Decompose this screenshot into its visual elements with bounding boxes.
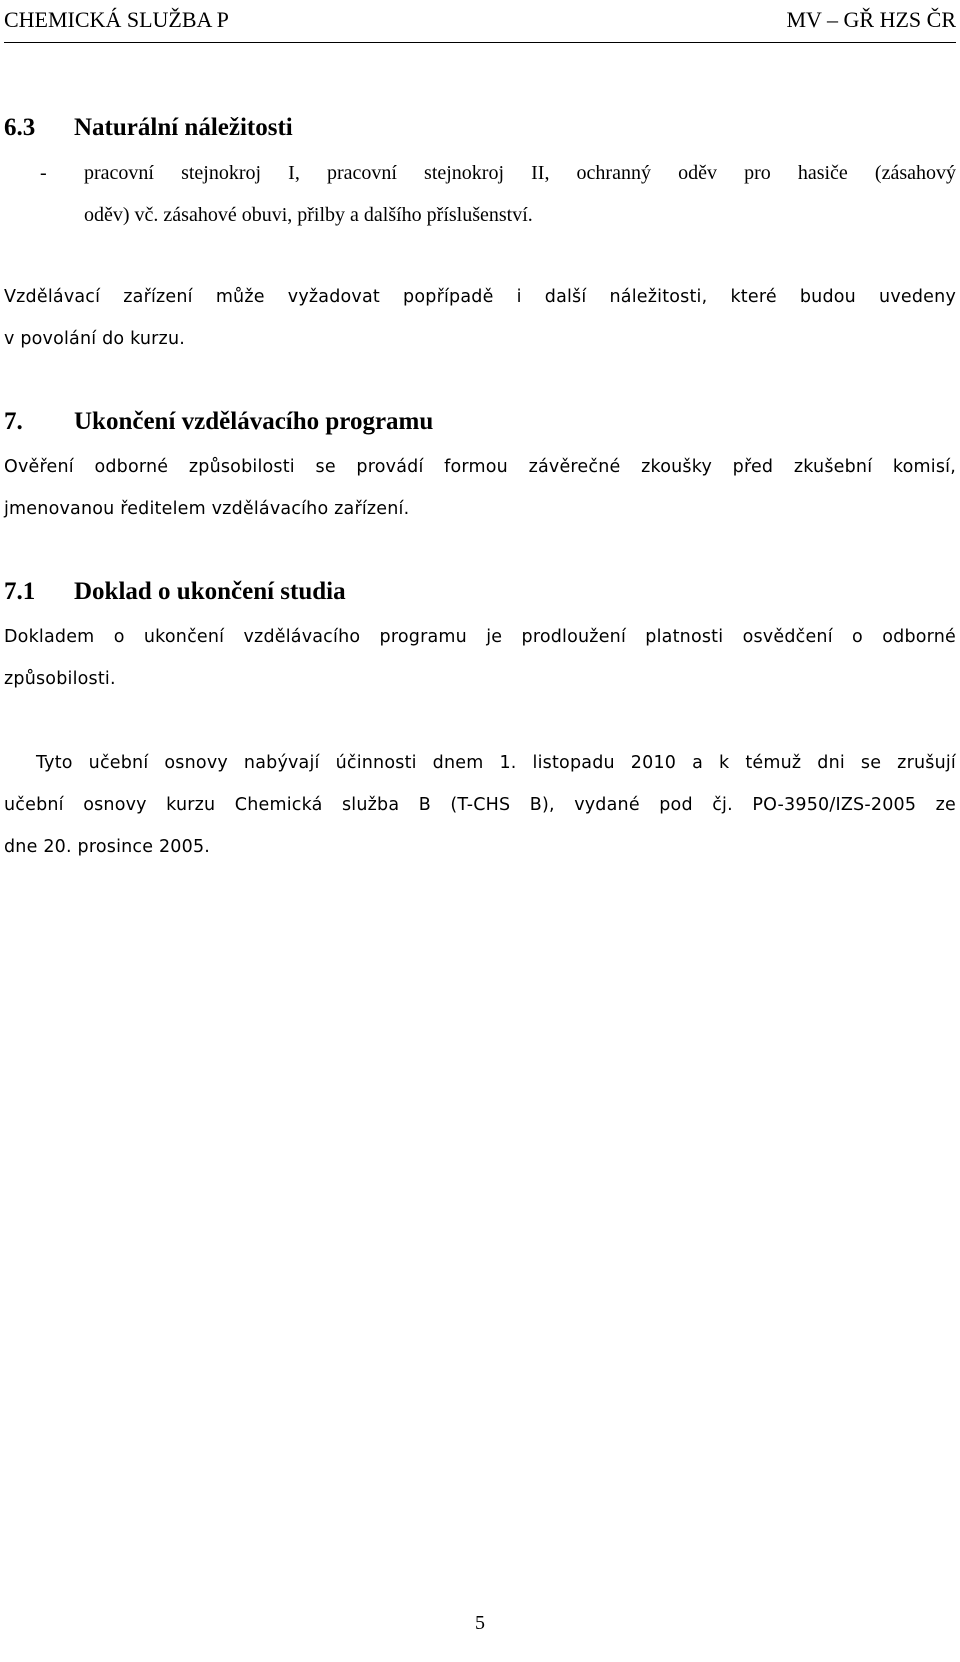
heading-title: Doklad o ukončení studia (74, 578, 346, 605)
heading-7 (4, 404, 433, 440)
heading-6-3 (4, 110, 293, 146)
paragraph-line: způsobilosti. (4, 669, 116, 689)
header-right-title: MV – GŘ HZS ČR (786, 7, 956, 32)
header-divider (4, 42, 956, 43)
heading-number: 7.1 (4, 578, 36, 605)
heading-title: Naturální náležitosti (74, 114, 293, 141)
paragraph-line: dne 20. prosince 2005. (4, 837, 211, 857)
heading-7-1 (4, 574, 346, 610)
running-header (4, 4, 956, 36)
paragraph (4, 276, 956, 360)
paragraph (4, 446, 956, 530)
paragraph-line: učební osnovy kurzu Chemická služba B (T-CHS B), vydané pod čj. PO-3950/IZS-2005 ze (4, 795, 956, 815)
header-left-title: CHEMICKÁ SLUŽBA P (4, 7, 229, 32)
list-item-text-line: oděv) vč. zásahové obuvi, přilby a dalšího příslušenství. (84, 204, 533, 226)
heading-title: Ukončení vzdělávacího programu (74, 408, 434, 435)
paragraph (4, 616, 956, 700)
heading-number: 6.3 (4, 114, 36, 141)
paragraph-line: jmenovanou ředitelem vzdělávacího zařízení. (4, 499, 410, 519)
list-dash: - (40, 162, 47, 184)
heading-number: 7. (4, 408, 23, 435)
paragraph-line: Vzdělávací zařízení může vyžadovat popřípadě i další náležitosti, které budou uvedeny (4, 287, 956, 307)
list-item (4, 152, 956, 236)
paragraph-line: Tyto učební osnovy nabývají účinnosti dnem 1. listopadu 2010 a k témuž dni se zrušují (36, 753, 956, 773)
closing-paragraph (4, 742, 956, 868)
paragraph-line: Ověření odborné způsobilosti se provádí formou závěrečné zkoušky před zkušební komisí, (4, 457, 956, 477)
list-item-text-line: pracovní stejnokroj I, pracovní stejnokroj II, ochranný oděv pro hasiče (zásahový (84, 162, 956, 184)
paragraph-line: v povolání do kurzu. (4, 329, 185, 349)
page-number: 5 (475, 1612, 485, 1634)
paragraph-line: Dokladem o ukončení vzdělávacího programu je prodloužení platnosti osvědčení o odborné (4, 627, 956, 647)
